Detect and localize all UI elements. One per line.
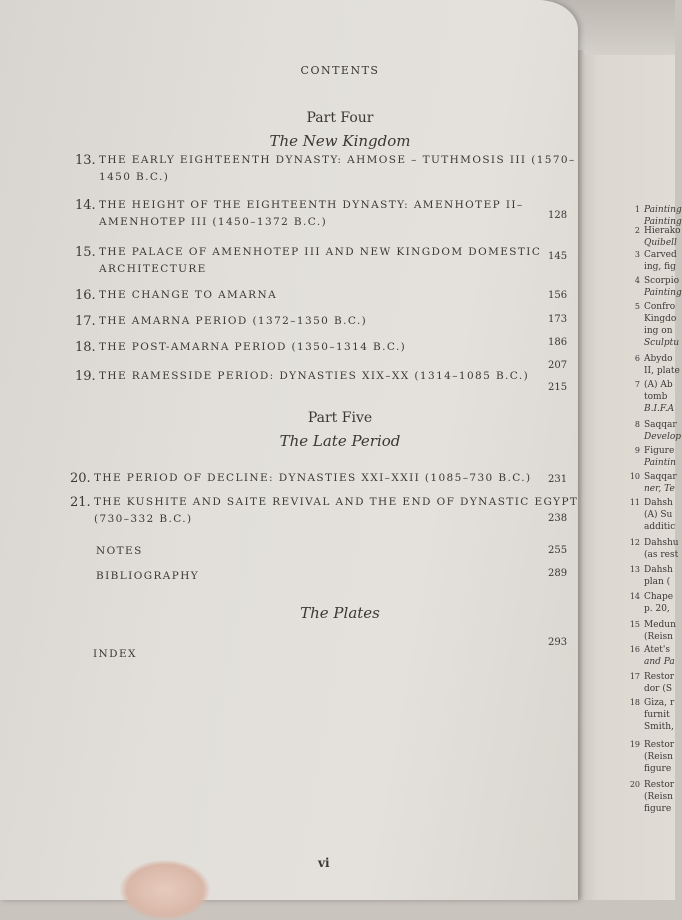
plate-number: 3 xyxy=(634,250,640,259)
plate-caption: (A) Ab xyxy=(644,380,673,390)
part-title: The Late Period xyxy=(279,432,401,450)
plate-number: 13 xyxy=(629,565,640,574)
entry-number: 15. xyxy=(75,245,96,260)
plate-caption: Saqqar xyxy=(644,420,677,430)
entry-number: 20. xyxy=(70,471,91,486)
facing-page-line xyxy=(628,550,678,560)
plate-number: 15 xyxy=(629,620,640,629)
plate-caption: II, plate xyxy=(644,366,680,376)
facing-page-line xyxy=(628,276,679,286)
plate-caption: B.I.F.A xyxy=(644,404,675,414)
plate-caption: Paintin xyxy=(644,458,676,468)
plate-caption: p. 20, xyxy=(644,604,670,614)
facing-page-line xyxy=(628,250,677,260)
page-number: 293 xyxy=(548,637,568,648)
plates-heading xyxy=(260,604,420,622)
facing-page-line xyxy=(628,498,673,508)
facing-page-line xyxy=(628,404,674,414)
entry-number: 13. xyxy=(75,153,96,168)
facing-page-line xyxy=(628,604,670,614)
facing-page-line xyxy=(628,764,671,774)
plate-caption: Painting xyxy=(644,205,682,215)
plate-caption: (Reisn xyxy=(644,792,673,802)
entry-title: THE EARLY EIGHTEENTH DYNASTY: AHMOSE – TUTHMOSIS III (1570– xyxy=(99,154,576,166)
entry-title: NOTES xyxy=(96,545,143,557)
page-number: 289 xyxy=(548,568,568,579)
plate-number: 20 xyxy=(629,780,640,789)
entry-title: THE RAMESSIDE PERIOD: DYNASTIES XIX–XX (1314–1085 B.C.) xyxy=(99,370,530,382)
page-number: 186 xyxy=(548,337,568,348)
plate-number: 2 xyxy=(634,226,640,235)
plate-number: 9 xyxy=(634,446,640,455)
running-head: CONTENTS xyxy=(300,64,380,77)
entry-title: INDEX xyxy=(93,648,137,660)
page-number: 145 xyxy=(548,251,568,262)
facing-page-line xyxy=(628,752,673,762)
plate-caption: Restor xyxy=(644,780,675,790)
facing-page-line xyxy=(628,205,682,215)
entry-title: THE CHANGE TO AMARNA xyxy=(99,289,278,301)
plate-number: 12 xyxy=(629,538,640,547)
facing-page-line xyxy=(628,792,673,802)
facing-page-line xyxy=(628,684,672,694)
facing-page-line xyxy=(628,538,679,548)
facing-page-line xyxy=(628,226,681,236)
plate-caption: figure xyxy=(644,804,672,814)
page-number: 156 xyxy=(548,290,568,301)
plate-caption: figure xyxy=(644,764,672,774)
facing-page-line xyxy=(628,302,675,312)
part-five-heading xyxy=(255,410,425,450)
facing-page-line xyxy=(628,484,675,494)
plate-caption: Dahsh xyxy=(644,498,673,508)
entry-number: 14. xyxy=(75,198,96,213)
facing-page-line xyxy=(628,432,681,442)
plate-caption: Painting xyxy=(644,288,682,298)
plate-caption: Smith, xyxy=(644,722,674,732)
entry-title: BIBLIOGRAPHY xyxy=(96,570,200,582)
plate-caption: and Pa xyxy=(644,657,675,667)
plate-caption: Saqqar xyxy=(644,472,677,482)
plate-number: 8 xyxy=(634,420,640,429)
entry-number: 16. xyxy=(75,288,96,303)
facing-page-line xyxy=(628,592,673,602)
entry-title-cont: 1450 B.C.) xyxy=(99,171,170,183)
plate-caption: (as rest xyxy=(644,550,679,560)
facing-page-line xyxy=(628,740,674,750)
plate-caption: Chape xyxy=(644,592,674,602)
facing-page-line xyxy=(628,780,674,790)
entry-title: THE PERIOD OF DECLINE: DYNASTIES XXI–XXII (1085–730 B.C.) xyxy=(94,472,532,484)
plate-number: 16 xyxy=(629,645,640,654)
plate-caption: Carved xyxy=(644,250,677,260)
facing-page-line xyxy=(628,565,673,575)
plate-caption: Painting xyxy=(644,217,682,227)
page-number: 173 xyxy=(548,314,568,325)
plate-caption: (A) Su xyxy=(644,510,673,520)
plate-caption: Figure xyxy=(644,446,675,456)
facing-page-line xyxy=(628,366,680,376)
plate-caption: Kingdo xyxy=(644,314,677,324)
facing-page-line xyxy=(628,238,677,248)
facing-page-line xyxy=(628,522,675,532)
facing-page-line xyxy=(628,672,674,682)
facing-page-line xyxy=(628,326,673,336)
plate-caption: additic xyxy=(644,522,676,532)
entry-title-cont: AMENHOTEP III (1450–1372 B.C.) xyxy=(99,216,328,228)
part-four-heading xyxy=(260,110,420,150)
plate-caption: furnit xyxy=(644,710,670,720)
plate-caption: Hierako xyxy=(644,226,681,236)
plate-caption: Giza, r xyxy=(644,698,675,708)
plate-caption: ing on xyxy=(644,326,673,336)
plate-number: 11 xyxy=(629,498,640,507)
entry-title: THE KUSHITE AND SAITE REVIVAL AND THE END OF DYNASTIC EGYPT xyxy=(94,496,579,508)
facing-page-line xyxy=(628,420,677,430)
entry-title: THE AMARNA PERIOD (1372–1350 B.C.) xyxy=(99,315,368,327)
entry-title: THE HEIGHT OF THE EIGHTEENTH DYNASTY: AMENHOTEP II– xyxy=(99,199,524,211)
entry-title-cont: (730–332 B.C.) xyxy=(94,513,193,525)
facing-page-line xyxy=(628,262,676,272)
plate-caption: ner, Te xyxy=(644,484,675,494)
page-number: 207 xyxy=(548,360,568,371)
plate-caption: Dahsh xyxy=(644,565,673,575)
facing-page-line xyxy=(628,392,667,402)
facing-page-line xyxy=(628,338,679,348)
plate-number: 19 xyxy=(629,740,640,749)
plate-caption: Quibell xyxy=(644,238,677,248)
plate-number: 17 xyxy=(629,672,640,681)
plate-number: 14 xyxy=(629,592,640,601)
facing-page-line xyxy=(628,804,671,814)
facing-page-line xyxy=(628,288,682,298)
plate-caption: Scorpio xyxy=(644,276,679,286)
part-label: Part Four xyxy=(306,110,374,126)
page-folio: vi xyxy=(318,856,330,870)
page-number: 215 xyxy=(548,382,568,393)
facing-page-line xyxy=(628,722,674,732)
facing-page-line xyxy=(628,632,673,642)
entry-title-cont: ARCHITECTURE xyxy=(99,263,207,275)
plate-caption: plan ( xyxy=(644,577,671,587)
part-title: The New Kingdom xyxy=(269,132,411,150)
plate-caption: Medun xyxy=(644,620,676,630)
plate-caption: dor (S xyxy=(644,684,673,694)
plate-caption: Sculptu xyxy=(644,338,680,348)
facing-page-line xyxy=(628,698,674,708)
plate-number: 4 xyxy=(634,276,640,285)
plate-caption: Confro xyxy=(644,302,676,312)
plate-number: 1 xyxy=(634,205,640,214)
page-number: 231 xyxy=(548,474,568,485)
part-label: Part Five xyxy=(307,410,373,426)
facing-page-line xyxy=(628,577,670,587)
facing-page-line xyxy=(628,314,676,324)
plate-caption: (Reisn xyxy=(644,632,673,642)
facing-page-line xyxy=(628,620,676,630)
facing-page-line xyxy=(628,510,672,520)
plate-caption: (Reisn xyxy=(644,752,673,762)
entry-title: THE PALACE OF AMENHOTEP III AND NEW KINGDOM DOMESTIC xyxy=(99,246,542,258)
facing-page-line xyxy=(628,354,673,364)
entry-number: 19. xyxy=(75,369,96,384)
facing-page-line xyxy=(628,458,676,468)
finger-tip xyxy=(120,860,210,920)
plate-caption: Atet's xyxy=(644,645,670,655)
plate-caption: Restor xyxy=(644,740,675,750)
facing-page-line xyxy=(628,657,675,667)
plate-caption: Dahshu xyxy=(644,538,679,548)
facing-page-line xyxy=(628,446,674,456)
plate-number: 5 xyxy=(634,302,640,311)
plate-number: 7 xyxy=(634,380,640,389)
page-number: 238 xyxy=(548,513,568,524)
plates-title: The Plates xyxy=(300,604,380,622)
entry-number: 18. xyxy=(75,340,96,355)
page-number: 128 xyxy=(548,210,568,221)
page-number: 255 xyxy=(548,545,568,556)
facing-page-line xyxy=(628,645,670,655)
plate-caption: Develop xyxy=(644,432,682,442)
plate-number: 10 xyxy=(629,472,640,481)
plate-caption: ing, fig xyxy=(644,262,676,272)
entry-title: THE POST-AMARNA PERIOD (1350–1314 B.C.) xyxy=(99,341,407,353)
plate-caption: tomb xyxy=(644,392,668,402)
plate-caption: Abydo xyxy=(644,354,673,364)
plate-number: 18 xyxy=(629,698,640,707)
entry-number: 21. xyxy=(70,495,91,510)
plate-number: 6 xyxy=(634,354,640,363)
entry-number: 17. xyxy=(75,314,96,329)
plate-caption: Restor xyxy=(644,672,675,682)
facing-page-line xyxy=(628,380,673,390)
facing-page-line xyxy=(628,710,670,720)
facing-page-line xyxy=(628,472,677,482)
